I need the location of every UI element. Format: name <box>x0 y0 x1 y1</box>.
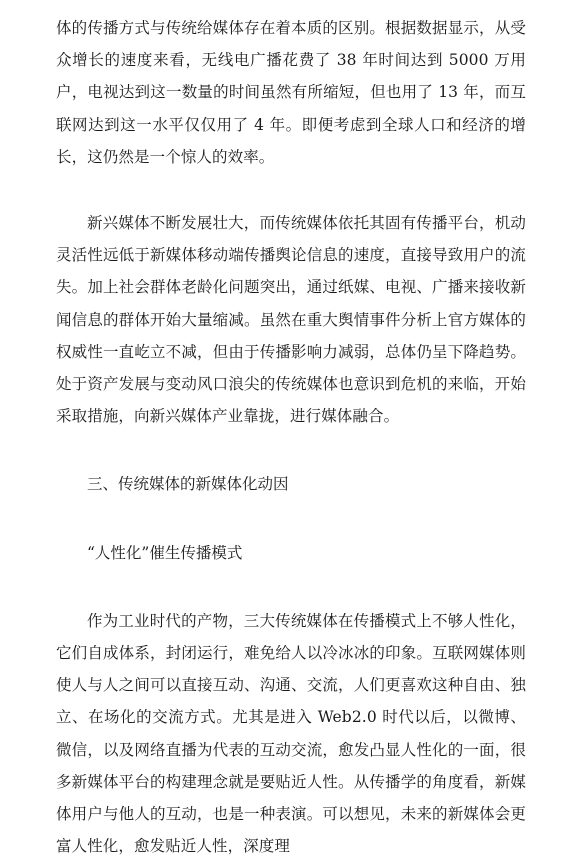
body-paragraph-continued: 体的传播方式与传统给媒体存在着本质的区别。根据数据显示，从受众增长的速度来看，无线电广播花费了 38 年时间达到 5000 万用户，电视达到这一数量的时间虽然有所缩短，但也用了 13 年，而互联网达到这一水平仅仅用了 4 年。即便考虑到全球人口和经济的增长，这仍然是一个惊人的效率。 <box>56 19 526 166</box>
body-paragraph: 新兴媒体不断发展壮大，而传统媒体依托其固有传播平台，机动灵活性远低于新媒体移动端传播舆论信息的速度，直接导致用户的流失。加上社会群体老龄化问题突出，通过纸媒、电视、广播来接收新闻信息的群体开始大量缩减。虽然在重大舆情事件分析上官方媒体的权威性一直屹立不减，但由于传播影响力减弱，总体仍呈下降趋势。处于资产发展与变动风口浪尖的传统媒体也意识到危机的来临，开始采取措施，向新兴媒体产业靠拢，进行媒体融合。 <box>56 214 526 426</box>
paragraph-spacer <box>56 432 526 468</box>
paragraph-spacer <box>56 569 526 605</box>
section-heading: 三、传统媒体的新媒体化动因 <box>87 475 289 494</box>
subsection-heading: “人性化”催生传播模式 <box>87 543 243 562</box>
paragraph-spacer <box>56 501 526 537</box>
body-paragraph: 作为工业时代的产物，三大传统媒体在传播模式上不够人性化，它们自成体系，封闭运行，难免给人以冷冰冰的印象。互联网媒体则使人与人之间可以直接互动、沟通、交流，人们更喜欢这种自由、独立、在场化的交流方式。尤其是进入 Web2.0 时代以后，以微博、微信，以及网络直播为代表的互动交流，愈发凸显人性化的一面，很多新媒体平台的构建理念就是要贴近人性。从传播学的角度看，新媒体用户与他人的互动，也是一种表演。可以想见，未来的新媒体会更富人性化，愈发贴近人性，深度理 <box>56 611 526 856</box>
document-page <box>56 0 526 862</box>
paragraph-spacer <box>56 173 526 207</box>
